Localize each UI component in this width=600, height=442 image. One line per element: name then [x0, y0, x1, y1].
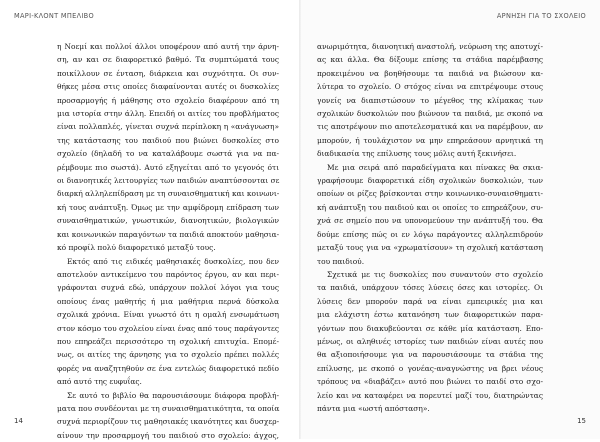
text-line: τις αποτρέψουν πιο αποτελεσματικά και να παρέμβουν, αν — [317, 122, 543, 132]
text-line: αίνουν την προσαρμογή του παιδιού στο σχολείο: άγχος, — [57, 430, 279, 440]
text-line: φορές να αναζητηθούν σε ένα εντελώς διαφορετικό πεδίο — [57, 363, 279, 373]
text-line: μια ιστορία στην άλλη. Επειδή οι αιτίες του προβλήματος — [57, 109, 279, 119]
text-line: συναισθηματικών, γνωστικών, διανοητικών, βιολογικών — [57, 216, 279, 226]
text-line: ρέμβουμε πιο σωστά). Αυτό εξηγείται από το γεγονός ότι — [57, 162, 279, 172]
right-page-body — [317, 40, 543, 415]
text-line: λείο και να καταφέρει να πορευτεί μαζί του, διατηρώντας — [317, 390, 543, 400]
text-line: γράφονται συχνά εδώ, υπάρχουν πολλοί λόγοι για τους — [57, 283, 279, 293]
text-line: λύσεις δεν μπορούν παρά να είναι εμπειρικές μια και — [317, 296, 543, 306]
text-line: είναι πολλαπλές, γίνεται συχνά περίπλοκη η «ανάγνωση» — [57, 122, 279, 132]
text-line: μια ελάχιστη έστω κατανόηση των διαφορετικών παρα- — [317, 310, 543, 320]
text-line: συχνά περιορίζουν τις μαθησιακές ικανότητες και δυσχερ- — [57, 417, 280, 427]
text-line: σχολικά χρόνια. Είναι γνωστό ότι η ομαλή ενσωμάτωση — [57, 310, 279, 320]
text-line: Σε αυτό το βιβλίο θα παρουσιάσουμε διάφορα προβλή- — [67, 390, 279, 400]
page-number-right: 15 — [577, 417, 586, 425]
text-line: δούμε επίσης πώς οι εν λόγω παράγοντες αλληλεπιδρούν — [317, 229, 543, 239]
text-line: ση, αν και σε διαφορετικό βαθμό. Τα συμπτώματά τους — [57, 55, 279, 65]
text-line: νως, οι αιτίες της άρνησης για το σχολείο πρέπει πολλές — [57, 350, 279, 360]
text-line: λύτερα το σχολείο. Ο στόχος είναι να επιτρέψουμε στους — [317, 82, 543, 92]
text-line: προσαρμογής ή μάθησης στο σχολείο διαφέρουν από τη — [57, 95, 279, 105]
text-line: μπορούν, ή τουλάχιστον να μην επηρεάσουν αρνητικά τη — [317, 135, 543, 145]
running-header-author: ΜΑΡΙ-ΚΛΟΝΤ ΜΠΕΛΙΒΟ — [14, 12, 94, 20]
text-line: πάντα μια «ωστή απόσταση». — [317, 403, 430, 413]
text-line: γραφήσουμε διαφορετικά είδη σχολικών δυσκολιών, των — [317, 176, 543, 186]
text-line: προκειμένου να βοηθήσουμε τα παιδιά να βιώσουν κα- — [317, 68, 543, 78]
text-line: επίλυσης, με σκοπό ο γονέας-αναγνώστης να βρει νέους — [317, 363, 543, 373]
left-page-body — [57, 40, 279, 442]
text-line: ανωριμότητα, διανοητική αναστολή, νεύρωση της αποτυχί- — [317, 42, 543, 51]
text-line: ας και άλλα. Θα δίξουμε επίσης τα στάδια παρέμβασης — [317, 55, 543, 65]
text-line: τρόπους να «διαβάζει» αυτό που βιώνει το παιδί στο σχο- — [317, 377, 543, 387]
text-line: σχολείο (δηλαδή το να καταλάβουμε σωστά για να πα- — [57, 149, 279, 159]
text-line: στον κόσμο του σχολείου είναι ένας από τους παράγοντες — [57, 323, 279, 333]
text-line: Με μια σειρά από παραδείγματα και πίνακες θα σκια- — [327, 162, 543, 172]
text-line: της κατάστασης του παιδιού που βιώνει δυσκολίες στο — [57, 135, 279, 145]
text-line: θήκες μέσα στις οποίες διαφαίνονται αυτές οι δυσκολίες — [57, 82, 279, 92]
text-line: γόντων που διακυβεύονται σε κάθε μία κατάσταση. Επο- — [317, 323, 543, 333]
right-page — [300, 0, 600, 439]
text-line: που επηρεάζει περισσότερο τη σχολική επιτυχία. Επομέ- — [57, 336, 279, 346]
page-number-left: 14 — [14, 417, 23, 425]
book-gutter — [299, 0, 301, 439]
text-line: Εκτός από τις ειδικές μαθησιακές δυσκολίες, που δεν — [67, 256, 279, 266]
text-line: Σχετικά με τις δυσκολίες που συναντούν στο σχολείο — [327, 269, 543, 279]
text-line: από αυτό της ευφυΐας. — [57, 377, 142, 387]
text-line: θα αξιοποιήσουμε για να παρουσιάσουμε τα στάδια της — [317, 350, 543, 360]
running-header-title: ΑΡΝΗΣΗ ΓΙΑ ΤΟ ΣΧΟΛΕΙΟ — [496, 12, 586, 20]
text-line: κή τους ανάπτυξη. Όμως με την αμφίδρομη επίδραση των — [57, 202, 279, 212]
text-line: διαδικασία της επίλυσης τους μόλις αυτή ξεκινήσει. — [317, 149, 517, 159]
text-line: οποίους ένας μαθητής ή μια μαθήτρια περνά δύσκολα — [57, 296, 279, 306]
text-line: μεταξύ τους για να «χρωματίσουν» τη σχολική κατάσταση — [317, 243, 543, 253]
left-page — [0, 0, 300, 439]
text-line: κή ανάπτυξη του παιδιού και οι οποίες το επηρεάζουν, συ- — [317, 202, 543, 212]
text-line: γονείς να διαπιστώσουν το μέγεθος της κλίμακας των — [317, 95, 543, 105]
text-line: διαρκή αλληλεπίδραση με τη συναισθηματική και κοινωνι- — [57, 189, 280, 199]
text-line: ματα που συνδέονται με τη συναισθηματικότητα, τα οποία — [57, 403, 280, 413]
text-line: αποτελούν αντικείμενο του παρόντος έργου, αν και περι- — [57, 269, 279, 279]
text-line: του παιδιού. — [317, 256, 365, 266]
text-line: κό προφίλ πολύ διαφορετικό μεταξύ τους. — [57, 243, 216, 253]
text-line: η Νοεμί και πολλοί άλλοι υποφέρουν από αυτή την άρνη- — [57, 42, 279, 51]
text-line: σχολικών δυσκολιών που βιώνουν τα παιδιά, με σκοπό να — [317, 109, 543, 119]
text-line: οποίων οι ρίζες βρίσκονται στην κοινωνικο-συναισθηματι- — [317, 189, 543, 199]
text-line: μένως, οι αληθινές ιστορίες των παιδιών είναι αυτές που — [317, 336, 543, 346]
text-line: τα παιδιά, υπάρχουν τόσες λύσεις όσες και ιστορίες. Οι — [317, 283, 543, 293]
text-line: και κοινωνικών παραγόντων τα παιδιά αποκτούν μαθησια- — [57, 229, 280, 239]
text-line: οι διανοητικές λειτουργίες των παιδιών αναπτύσσονται σε — [57, 176, 280, 186]
text-line: χνά σε σημείο που να υπονομεύουν την ανάπτυξή του. Θα — [317, 216, 543, 226]
text-line: ποικίλλουν σε ένταση, διάρκεια και συχνότητα. Οι συν- — [57, 68, 279, 78]
